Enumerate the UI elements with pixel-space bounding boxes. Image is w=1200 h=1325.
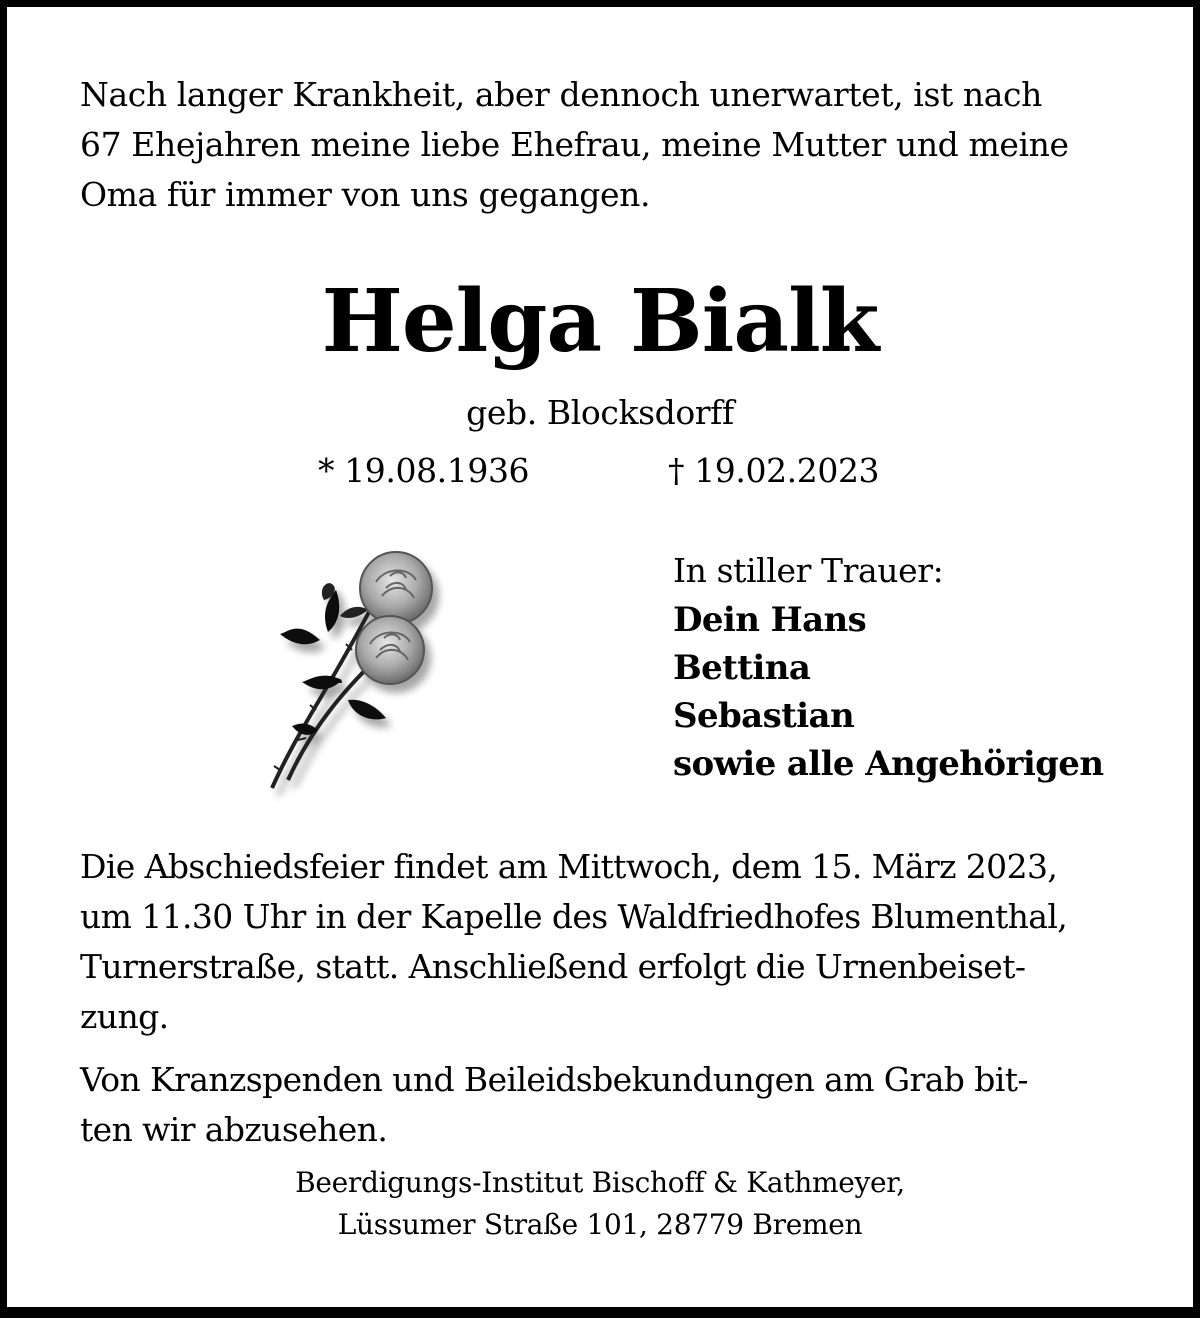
rose-icon	[258, 540, 458, 810]
ceremony-info	[80, 842, 1140, 1042]
ceremony-line: Turnerstraße, statt. Anschließend erfolgt die Urnenbeiset-	[80, 947, 1026, 986]
mourners-block	[673, 546, 1173, 788]
intro-text	[80, 70, 1140, 220]
intro-line: Oma für immer von uns gegangen.	[80, 175, 651, 214]
undertaker-info	[0, 1162, 1200, 1246]
ceremony-line: zung.	[80, 997, 169, 1036]
mourner-name: Dein Hans	[673, 600, 867, 640]
mourner-name: Sebastian	[673, 696, 855, 736]
ceremony-line: um 11.30 Uhr in der Kapelle des Waldfriedhofes Blumenthal,	[80, 897, 1068, 936]
intro-line: Nach langer Krankheit, aber dennoch unerwartet, ist nach	[80, 75, 1042, 114]
flowers-note	[80, 1055, 1140, 1155]
maiden-name: geb. Blocksdorff	[466, 393, 734, 432]
ceremony-line: Die Abschiedsfeier findet am Mittwoch, dem 15. März 2023,	[80, 847, 1058, 886]
death-date: † 19.02.2023	[668, 451, 880, 490]
birth-date: * 19.08.1936	[318, 451, 530, 490]
flowers-line: Von Kranzspenden und Beileidsbekundungen am Grab bit-	[80, 1060, 1028, 1099]
mourner-name: Bettina	[673, 648, 811, 688]
flowers-line: ten wir abzusehen.	[80, 1110, 388, 1149]
mourners-heading: In stiller Trauer:	[673, 551, 944, 590]
intro-line: 67 Ehejahren meine liebe Ehefrau, meine Mutter und meine	[80, 125, 1069, 164]
deceased-name: Helga Bialk	[321, 271, 879, 372]
mourner-name: sowie alle Angehörigen	[673, 744, 1104, 784]
undertaker-line: Lüssumer Straße 101, 28779 Bremen	[337, 1208, 863, 1241]
undertaker-line: Beerdigungs-Institut Bischoff & Kathmeyer,	[295, 1166, 905, 1199]
